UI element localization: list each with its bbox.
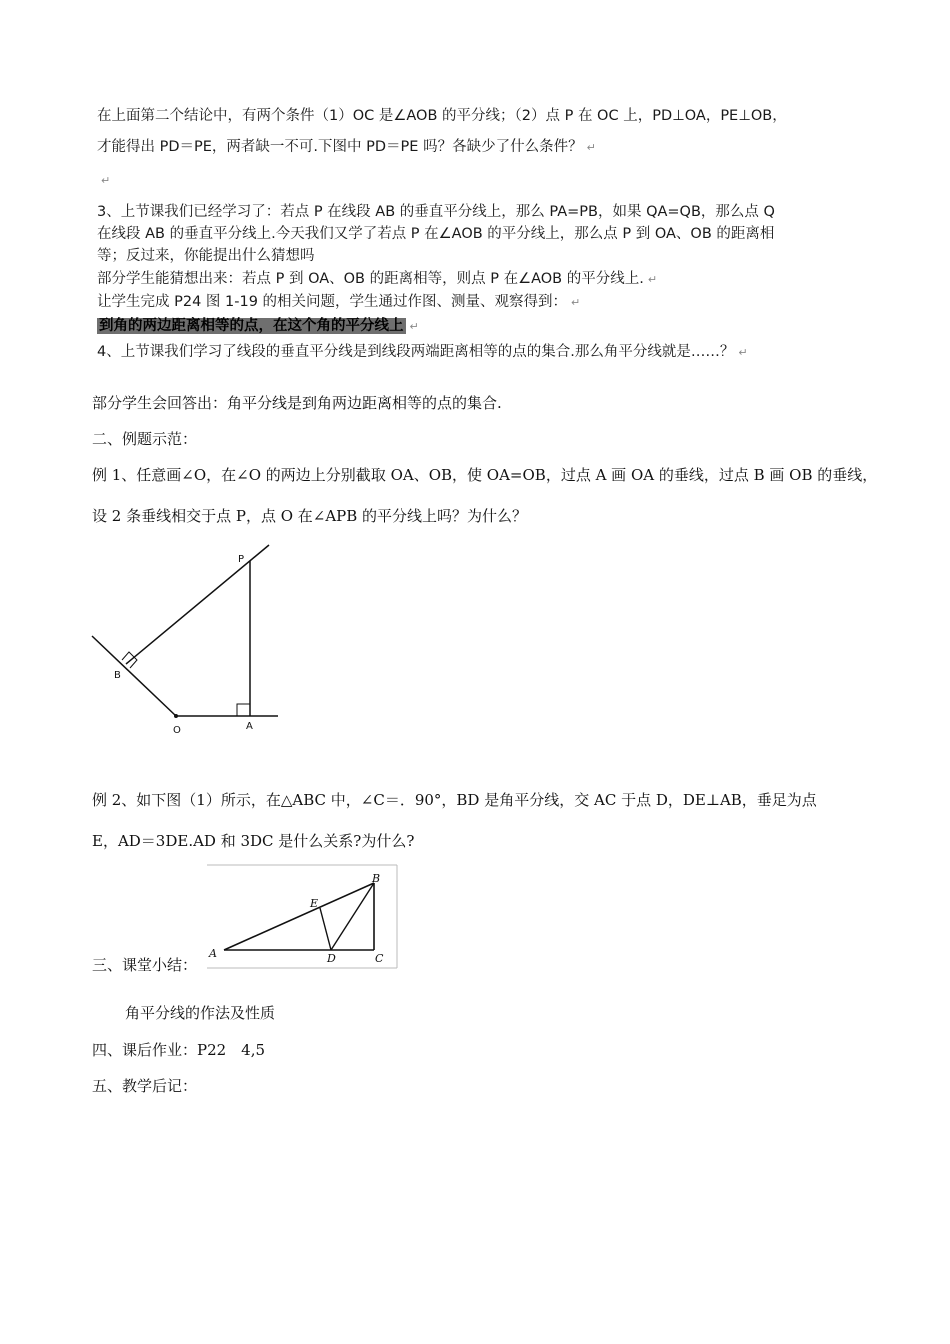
item3-line-2: 在线段 AB 的垂直平分线上.今天我们又学了若点 P 在∠AOB 的平分线上，那么点 P 到 OA、OB 的距离相 bbox=[97, 226, 775, 242]
highlighted-conclusion: 到角的两边距离相等的点，在这个角的平分线上 ↵ bbox=[99, 318, 419, 334]
summary-text: 角平分线的作法及性质 bbox=[125, 1004, 276, 1022]
section-heading-5: 五、教学后记： bbox=[92, 1077, 198, 1095]
vertex-label-a: A bbox=[209, 947, 217, 960]
section-heading-2: 二、例题示范： bbox=[92, 430, 198, 448]
paragraph-mark-icon: ↵ bbox=[101, 174, 111, 187]
point-label-a: A bbox=[246, 721, 253, 732]
paragraph-mark-icon: ↵ bbox=[571, 296, 581, 309]
example2-line-1: 例 2、如下图（1）所示，在△ABC 中，∠C＝．90°，BD 是角平分线，交 AC 于点 D，DE⊥AB，垂足为点 bbox=[92, 791, 817, 809]
paragraph-mark-icon: ↵ bbox=[647, 273, 658, 286]
item3-line-1: 3、上节课我们已经学习了：若点 P 在线段 AB 的垂直平分线上，那么 PA=PB，如果 QA=QB，那么点 Q bbox=[97, 204, 775, 220]
answer-text: 部分学生会回答出：角平分线是到角两边距离相等的点的集合. bbox=[92, 394, 502, 412]
example2-line-2: E，AD＝3DE.AD 和 3DC 是什么关系?为什么? bbox=[92, 832, 415, 850]
paragraph-mark-icon: ↵ bbox=[738, 346, 748, 359]
item3-line-4: 部分学生能猜想出来：若点 P 到 OA、OB 的距离相等，则点 P 在∠AOB 的平分线上. ↵ bbox=[97, 271, 658, 287]
point-label-p: P bbox=[238, 554, 245, 565]
intro-line-2: 才能得出 PD＝PE，两者缺一不可.下图中 PD＝PE 吗？各缺少了什么条件？ ↵ bbox=[97, 139, 596, 155]
intro-line-1: 在上面第二个结论中，有两个条件（1）OC 是∠AOB 的平分线；（2）点 P 在 OC 上，PD⊥OA，PE⊥OB， bbox=[97, 108, 787, 124]
item4-line-1: 4、上节课我们学习了线段的垂直平分线是到线段两端距离相等的点的集合.那么角平分线就是……？ ↵ bbox=[97, 344, 748, 360]
item3-line-5: 让学生完成 P24 图 1-19 的相关问题，学生通过作图、测量、观察得到： ↵ bbox=[97, 294, 581, 310]
vertex-label-d: D bbox=[327, 952, 336, 965]
paragraph-mark-icon: ↵ bbox=[409, 320, 419, 333]
example1-line-1: 例 1、任意画∠O，在∠O 的两边上分别截取 OA、OB，使 OA=OB，过点 A 画 OA 的垂线，过点 B 画 OB 的垂线， bbox=[92, 466, 878, 484]
vertex-label-b: B bbox=[372, 872, 381, 885]
item3-line-3: 等；反过来，你能提出什么猜想吗 bbox=[97, 248, 315, 264]
vertex-label-e: E bbox=[310, 897, 319, 910]
example1-line-2: 设 2 条垂线相交于点 P，点 O 在∠APB 的平分线上吗？为什么？ bbox=[92, 507, 528, 525]
vertex-label-c: C bbox=[375, 952, 384, 965]
point-label-b: B bbox=[114, 670, 121, 681]
section-heading-3: 三、课堂小结： bbox=[92, 956, 198, 974]
point-label-o: O bbox=[173, 725, 181, 736]
section-heading-4: 四、课后作业：P22 4,5 bbox=[92, 1041, 266, 1059]
paragraph-mark-icon: ↵ bbox=[586, 141, 596, 154]
